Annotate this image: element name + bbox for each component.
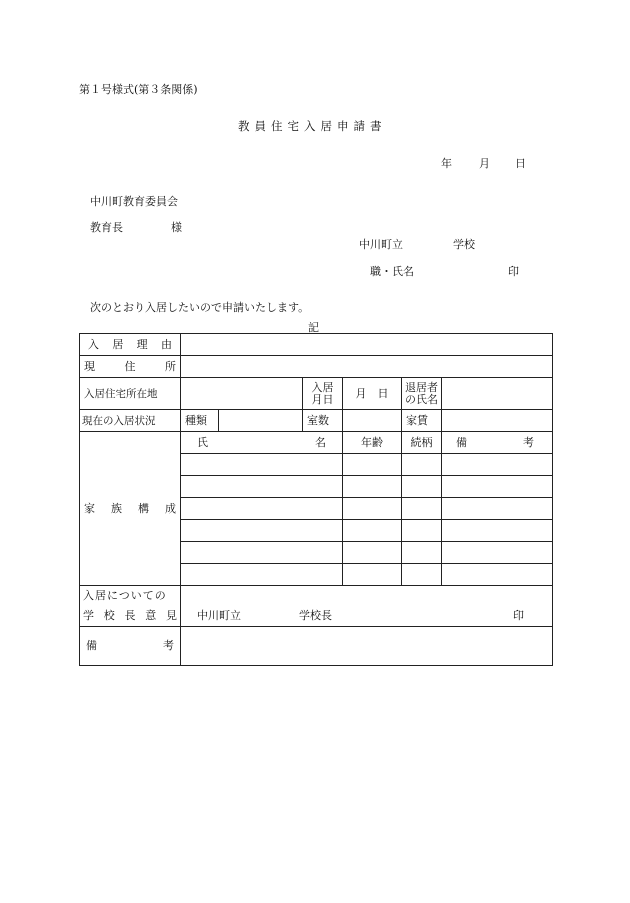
- family-relation-field[interactable]: [402, 498, 442, 520]
- family-name-field[interactable]: [181, 542, 343, 564]
- family-remarks-field[interactable]: [442, 476, 553, 498]
- prior-resident-field[interactable]: [442, 378, 553, 410]
- recipient-line: [90, 219, 182, 235]
- family-name-field[interactable]: [181, 520, 343, 542]
- family-name-field[interactable]: [181, 454, 343, 476]
- family-relation-header: 続柄: [402, 432, 442, 454]
- move-in-date-field[interactable]: 月 日: [343, 378, 402, 410]
- intro-text: 次のとおり入居したいので申請いたします。: [90, 301, 310, 314]
- family-name-header: 氏 名: [181, 432, 343, 454]
- type-field[interactable]: [219, 410, 303, 432]
- reason-field[interactable]: [181, 334, 553, 356]
- rent-label: 家賃: [402, 410, 442, 432]
- recipient-title: 教育長: [90, 221, 123, 234]
- current-address-label: 現 住 所: [80, 356, 181, 378]
- family-remarks-field[interactable]: [442, 564, 553, 586]
- reason-label: 入 居 理 由: [80, 334, 181, 356]
- recipient-honorific: 様: [171, 221, 182, 234]
- rooms-label: 室数: [303, 410, 343, 432]
- family-remarks-header: 備 考: [442, 432, 553, 454]
- principal-opinion-field[interactable]: [181, 586, 553, 627]
- principal-opinion-label: 入居についての 学 校 長 意 見: [80, 586, 181, 627]
- principal-school-prefix: 中川町立: [197, 609, 241, 622]
- family-remarks-field[interactable]: [442, 454, 553, 476]
- family-remarks-field[interactable]: [442, 520, 553, 542]
- family-name-field[interactable]: [181, 476, 343, 498]
- principal-school-suffix: 学校長: [299, 609, 332, 622]
- family-relation-field[interactable]: [402, 564, 442, 586]
- recipient-org: 中川町教育委員会: [90, 195, 178, 208]
- date-year: 年: [441, 157, 452, 170]
- remarks-label: 備 考: [80, 627, 181, 666]
- family-label: 家 族 構 成: [80, 432, 181, 586]
- applicant-position-label: 職・氏名: [370, 265, 414, 278]
- family-age-field[interactable]: [343, 476, 402, 498]
- date-line: [441, 155, 526, 171]
- move-in-date-label: 入居 月日: [303, 378, 343, 410]
- family-relation-field[interactable]: [402, 454, 442, 476]
- applicant-school-prefix: 中川町立: [359, 238, 403, 251]
- date-day: 日: [515, 157, 526, 170]
- family-header-row: [80, 432, 553, 454]
- family-age-field[interactable]: [343, 498, 402, 520]
- row-remarks: [80, 627, 553, 666]
- form-number: 第１号様式(第３条関係): [79, 83, 198, 96]
- principal-seal: 印: [513, 609, 524, 622]
- applicant-position-line: [370, 263, 519, 279]
- family-remarks-field[interactable]: [442, 542, 553, 564]
- ki-mark: 記: [308, 321, 319, 334]
- family-relation-field[interactable]: [402, 520, 442, 542]
- family-relation-field[interactable]: [402, 542, 442, 564]
- family-remarks-field[interactable]: [442, 498, 553, 520]
- prior-resident-label: 退居者 の氏名: [402, 378, 442, 410]
- applicant-school-suffix: 学校: [453, 238, 475, 251]
- rent-field[interactable]: [442, 410, 553, 432]
- type-label: 種類: [181, 410, 219, 432]
- family-name-field[interactable]: [181, 564, 343, 586]
- rooms-field[interactable]: [343, 410, 402, 432]
- family-age-field[interactable]: [343, 454, 402, 476]
- family-age-field[interactable]: [343, 564, 402, 586]
- row-address: [80, 356, 553, 378]
- document-title: 教員住宅入居申請書: [238, 119, 387, 133]
- house-location-label: 入居住宅所在地: [80, 378, 181, 410]
- applicant-seal: 印: [508, 265, 519, 278]
- application-table: [79, 333, 553, 666]
- row-principal-opinion: [80, 586, 553, 627]
- applicant-school-line: [359, 236, 475, 252]
- row-reason: [80, 334, 553, 356]
- family-name-field[interactable]: [181, 498, 343, 520]
- remarks-field[interactable]: [181, 627, 553, 666]
- date-month: 月: [479, 157, 490, 170]
- family-relation-field[interactable]: [402, 476, 442, 498]
- family-age-field[interactable]: [343, 520, 402, 542]
- current-status-label: 現在の入居状況: [80, 410, 181, 432]
- row-current-status: [80, 410, 553, 432]
- family-age-header: 年齢: [343, 432, 402, 454]
- house-location-field[interactable]: [181, 378, 303, 410]
- row-house-location: [80, 378, 553, 410]
- family-age-field[interactable]: [343, 542, 402, 564]
- current-address-field[interactable]: [181, 356, 553, 378]
